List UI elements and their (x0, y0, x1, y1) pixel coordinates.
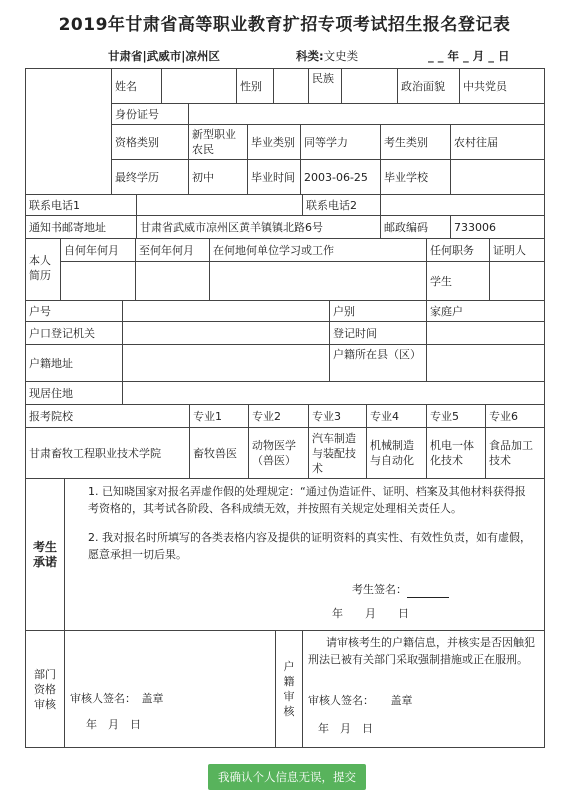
hukou-office-field[interactable] (122, 321, 330, 345)
hukou-date: 年 月 日 (318, 722, 373, 735)
label-where: 在何地何单位学习或工作 (209, 238, 427, 262)
hukou-head-value[interactable]: 家庭户 (426, 300, 545, 322)
label-name: 姓名 (111, 68, 162, 104)
major5-value[interactable]: 机电一体化技术 (426, 427, 486, 479)
label-reg-time: 登记时间 (329, 321, 427, 345)
label-major4: 专业4 (366, 404, 427, 428)
subject-key: 科类: (296, 49, 324, 63)
submit-button[interactable]: 我确认个人信息无误，提交 (208, 764, 366, 790)
label-postcode: 邮政编码 (380, 215, 451, 239)
resume-position-value[interactable]: 学生 (426, 261, 490, 301)
hukou-no-field[interactable] (122, 300, 330, 322)
label-hukou-type: 户别 (329, 300, 427, 322)
reg-time-field[interactable] (426, 321, 545, 345)
political-value[interactable]: 中共党员 (459, 68, 545, 104)
label-to: 至何年何月 (135, 238, 210, 262)
phone2-field[interactable] (380, 194, 545, 216)
signature-underline (407, 585, 449, 598)
hukou-county-field[interactable] (426, 344, 545, 382)
grad-school-field[interactable] (450, 159, 545, 195)
resume-where-field[interactable] (209, 261, 427, 301)
label-from: 自何年何月 (60, 238, 136, 262)
label-gender: 性别 (236, 68, 274, 104)
label-education: 最终学历 (111, 159, 189, 195)
signature-line[interactable] (352, 581, 449, 598)
gender-field[interactable] (273, 68, 309, 104)
phone1-field[interactable] (136, 194, 303, 216)
label-current-address: 现居住地 (25, 381, 123, 405)
resume-from-field[interactable] (60, 261, 136, 301)
postcode-value[interactable]: 733006 (450, 215, 545, 239)
label-school: 报考院校 (25, 404, 190, 428)
mail-address-value[interactable]: 甘肃省武威市凉州区黄羊镇镇北路6号 (136, 215, 381, 239)
form-title: 2019年甘肃省高等职业教育扩招专项考试招生报名登记表 (58, 15, 511, 35)
major4-value[interactable]: 机械制造与自动化 (366, 427, 427, 479)
label-grad-time: 毕业时间 (247, 159, 301, 195)
dept-sign: 审核人签名： 盖章 (70, 692, 164, 705)
hukou-review-text: 请审核考生的户籍信息，并核实是否因触犯刑法已被有关部门采取强制措施或正在服刑。 (308, 636, 535, 666)
label-hukou-review: 户籍审核 (275, 630, 303, 748)
label-resume: 本人简历 (25, 238, 61, 301)
label-political: 政治面貌 (397, 68, 460, 104)
pledge-paragraph-1: 1. 已知晓国家对报名弄虚作假的处理规定：“通过伪造证件、证明、档案及其他材料获得报考资格的，其考试各阶段、各科成绩无效，并按照有关规定处理相关责任人。 (88, 485, 526, 515)
label-id: 身份证号 (111, 103, 189, 125)
label-witness: 证明人 (489, 238, 545, 262)
label-major6: 专业6 (485, 404, 545, 428)
dept-date: 年 月 日 (86, 718, 141, 731)
label-hukou-county: 户籍所在县（区） (329, 344, 427, 382)
qualification-value[interactable]: 新型职业农民 (188, 124, 248, 160)
current-address-field[interactable] (122, 381, 545, 405)
id-field[interactable] (188, 103, 545, 125)
major1-value[interactable]: 畜牧兽医 (189, 427, 249, 479)
grad-type-value[interactable]: 同等学力 (300, 124, 381, 160)
hukou-address-field[interactable] (122, 344, 330, 382)
label-phone2: 联系电话2 (302, 194, 381, 216)
subject-value: 文史类 (323, 49, 359, 63)
pledge-paragraph-2: 2. 我对报名时所填写的各类表格内容及提供的证明资料的真实性、有效性负责，如有虚假，愿意承担一切后果。 (88, 531, 531, 561)
label-mail: 通知书邮寄地址 (25, 215, 137, 239)
label-hukou-no: 户号 (25, 300, 123, 322)
label-grad-type: 毕业类别 (247, 124, 301, 160)
label-major2: 专业2 (248, 404, 309, 428)
label-phone1: 联系电话1 (25, 194, 137, 216)
major3-value[interactable]: 汽车制造与装配技术 (308, 427, 367, 479)
resume-to-field[interactable] (135, 261, 210, 301)
label-grad-school: 毕业学校 (380, 159, 451, 195)
label-hukou-address: 户籍地址 (25, 344, 123, 382)
exam-type-value[interactable]: 农村往届 (450, 124, 545, 160)
subject-label (296, 48, 358, 64)
label-qualification: 资格类别 (111, 124, 189, 160)
label-major5: 专业5 (426, 404, 486, 428)
hukou-sign: 审核人签名： 盖章 (308, 694, 413, 707)
label-ethnicity: 民族 (308, 68, 342, 104)
major2-value[interactable]: 动物医学（兽医） (248, 427, 309, 479)
resume-witness-field[interactable] (489, 261, 545, 301)
label-major1: 专业1 (189, 404, 249, 428)
grad-time-value[interactable]: 2003-06-25 (300, 159, 381, 195)
label-exam-type: 考生类别 (380, 124, 451, 160)
pledge-date: 年 月 日 (332, 607, 409, 620)
date-line: _ _ 年 _ 月 _ 日 (428, 49, 510, 63)
photo-box (25, 68, 112, 195)
label-major3: 专业3 (308, 404, 367, 428)
label-pledge: 考生承诺 (25, 478, 65, 631)
ethnicity-field[interactable] (341, 68, 398, 104)
school-value[interactable]: 甘肃畜牧工程职业技术学院 (25, 427, 190, 479)
name-field[interactable] (161, 68, 237, 104)
label-position: 任何职务 (426, 238, 490, 262)
region-text: 甘肃省|武威市|凉州区 (108, 49, 220, 63)
label-dept-review: 部门资格审核 (25, 630, 65, 748)
education-value[interactable]: 初中 (188, 159, 248, 195)
major6-value[interactable]: 食品加工技术 (485, 427, 545, 479)
signature-label: 考生签名： (352, 583, 407, 596)
label-hukou-office: 户口登记机关 (25, 321, 123, 345)
